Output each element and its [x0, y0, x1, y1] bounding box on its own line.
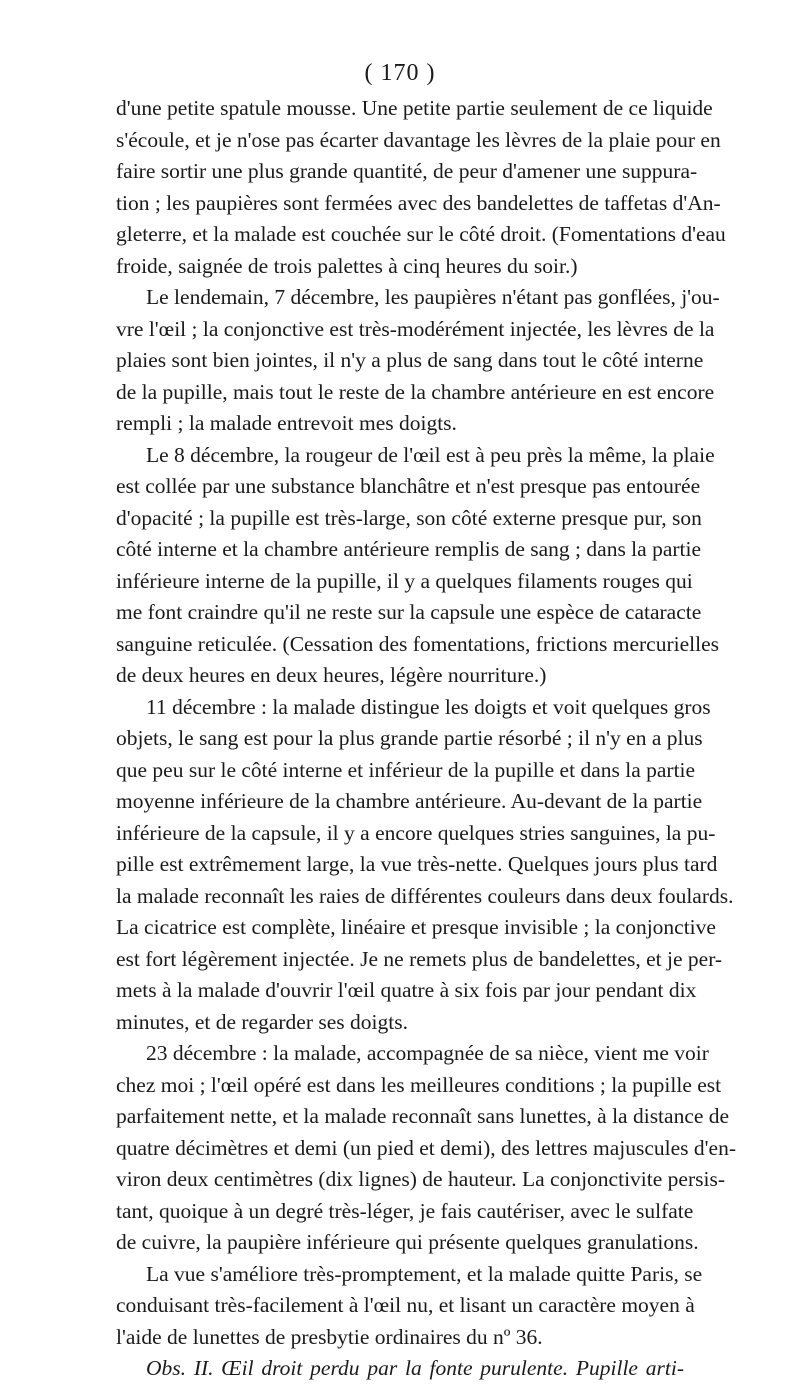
text-line: inférieure de la capsule, il y a encore quelques stries sanguines, la pu-	[116, 820, 716, 845]
text-line: 23 décembre : la malade, accompagnée de sa nièce, vient me voir	[146, 1041, 709, 1065]
text-line: sanguine reticulée. (Cessation des fomentations, frictions mercurielles	[116, 631, 720, 656]
text-line: s'écoule, et je n'ose pas écarter davantage les lèvres de la plaie pour en	[116, 127, 721, 152]
text-line: chez moi ; l'œil opéré est dans les meilleures conditions ; la pupille est	[116, 1072, 722, 1097]
text-line: d'opacité ; la pupille est très-large, son côté externe presque pur, son	[116, 505, 702, 530]
text-line: 11 décembre : la malade distingue les doigts et voit quelques gros	[146, 694, 711, 719]
text-line: objets, le sang est pour la plus grande partie résorbé ; il n'y en a plus	[116, 726, 703, 750]
text-line: moyenne inférieure de la chambre antérieure. Au-devant de la partie	[116, 789, 703, 813]
text-line: Le 8 décembre, la rougeur de l'œil est à peu près la même, la plaie	[146, 442, 715, 467]
text-line: me font craindre qu'il ne reste sur la capsule une espèce de cataracte	[116, 600, 702, 624]
text-line: parfaitement nette, et la malade reconnaît sans lunettes, à la distance de	[116, 1104, 730, 1128]
text-line: La cicatrice est complète, linéaire et presque invisible ; la conjonctive	[116, 915, 716, 939]
text-line: côté interne et la chambre antérieure remplis de sang ; dans la partie	[116, 537, 702, 561]
text-line: viron deux centimètres (dix lignes) de hauteur. La conjonctivite persis-	[116, 1167, 725, 1191]
text-line: inférieure interne de la pupille, il y a quelques filaments rouges qui	[116, 568, 693, 593]
text-line: tion ; les paupières sont fermées avec des bandelettes de taffetas d'An-	[116, 190, 721, 215]
text-line: conduisant très-facilement à l'œil nu, et lisant un caractère moyen à	[116, 1293, 695, 1317]
text-line: quatre décimètres et demi (un pied et demi), des lettres majuscules d'en-	[116, 1135, 736, 1160]
text-line: de cuivre, la paupière inférieure qui présente quelques granulations.	[116, 1230, 699, 1254]
text-line: rempli ; la malade entrevoit mes doigts.	[116, 411, 457, 435]
text-line: mets à la malade d'ouvrir l'œil quatre à six fois par jour pendant dix	[116, 978, 697, 1002]
text-line: La vue s'améliore très-promptement, et la malade quitte Paris, se	[146, 1261, 703, 1286]
body-text	[116, 93, 736, 1385]
text-line: de deux heures en deux heures, légère nourriture.)	[116, 663, 547, 687]
page-number: ( 170 )	[364, 60, 436, 86]
text-line: de la pupille, mais tout le reste de la chambre antérieure en est encore	[116, 379, 715, 404]
text-line: pille est extrêmement large, la vue très-nette. Quelques jours plus tard	[116, 852, 718, 876]
text-line: froide, saignée de trois palettes à cinq heures du soir.)	[116, 253, 578, 278]
text-line: faire sortir une plus grande quantité, de peur d'amener une suppura-	[116, 159, 698, 183]
text-line: Obs. II. Œil droit perdu par la fonte purulente. Pupille arti-	[146, 1356, 684, 1380]
text-line: l'aide de lunettes de presbytie ordinaires du nº 36.	[116, 1324, 543, 1349]
text-line: est collée par une substance blanchâtre et n'est presque pas entourée	[116, 474, 701, 498]
text-line: est fort légèrement injectée. Je ne remets plus de bandelettes, et je per-	[116, 946, 723, 971]
text-line: plaies sont bien jointes, il n'y a plus de sang dans tout le côté interne	[116, 348, 704, 372]
text-line: tant, quoique à un degré très-léger, je fais cautériser, avec le sulfate	[116, 1198, 694, 1223]
text-line: d'une petite spatule mousse. Une petite partie seulement de ce liquide	[116, 96, 713, 120]
text-line: gleterre, et la malade est couchée sur le côté droit. (Fomentations d'eau	[116, 222, 726, 246]
text-line: la malade reconnaît les raies de différentes couleurs dans deux foulards.	[116, 883, 734, 908]
text-line: minutes, et de regarder ses doigts.	[116, 1009, 408, 1034]
text-line: que peu sur le côté interne et inférieur de la pupille et dans la partie	[116, 757, 696, 782]
text-line: Le lendemain, 7 décembre, les paupières n'étant pas gonflées, j'ou-	[146, 285, 720, 309]
text-line: vre l'œil ; la conjonctive est très-modérément injectée, les lèvres de la	[116, 316, 715, 341]
